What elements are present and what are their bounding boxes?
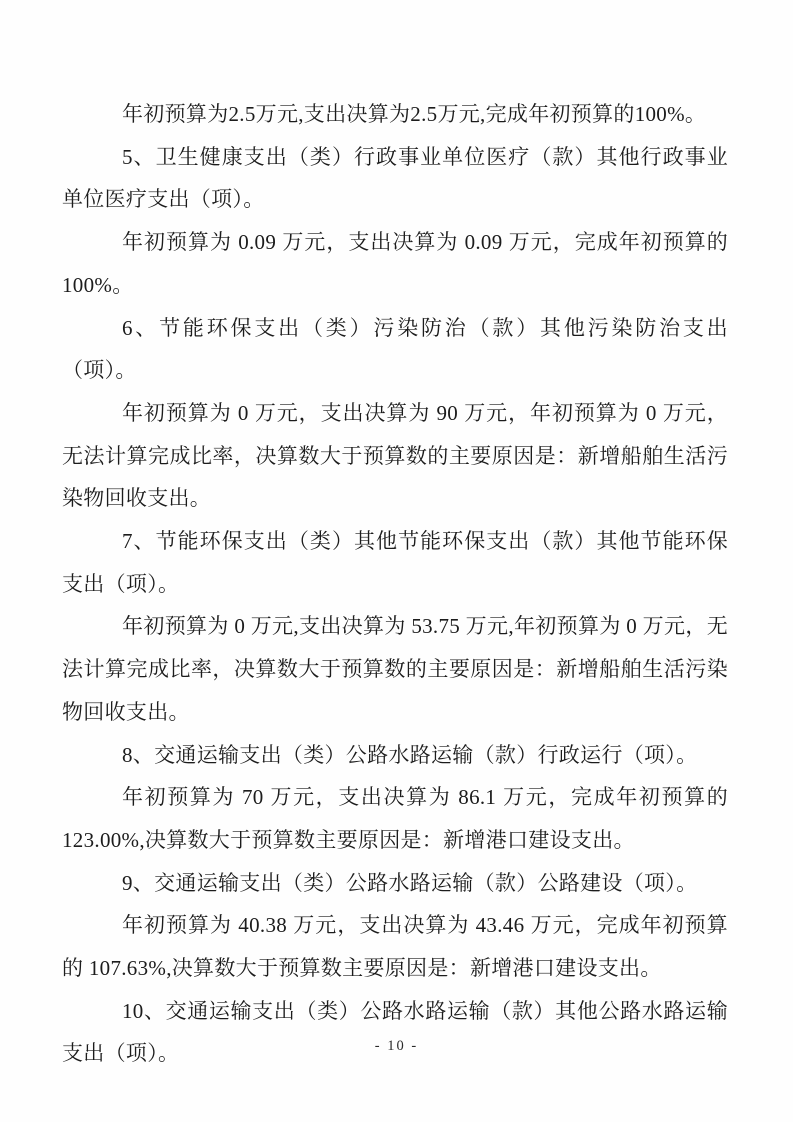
page-number: - 10 - xyxy=(374,1038,419,1054)
paragraph-item7-figures: 年初预算为 0 万元,支出决算为 53.75 万元,年初预算为 0 万元，无法计算完成比率，决算数大于预算数的主要原因是：新增船舶生活污染物回收支出。 xyxy=(62,614,728,724)
paragraph-item6-figures: 年初预算为 0 万元，支出决算为 90 万元，年初预算为 0 万元，无法计算完成比率，决算数大于预算数的主要原因是：新增船舶生活污染物回收支出。 xyxy=(62,400,728,511)
paragraph-budget-item4-figures: 年初预算为2.5万元,支出决算为2.5万元,完成年初预算的100%。 xyxy=(122,102,707,126)
paragraph-item5-heading: 5、卫生健康支出（类）行政事业单位医疗（款）其他行政事业单位医疗支出（项）。 xyxy=(62,144,728,212)
paragraph-item7-heading: 7、节能环保支出（类）其他节能环保支出（款）其他节能环保支出（项）。 xyxy=(62,529,728,596)
document-body-text xyxy=(62,93,728,1075)
paragraph-item5-figures: 年初预算为 0.09 万元，支出决算为 0.09 万元，完成年初预算的100%。 xyxy=(62,230,728,297)
paragraph-item6-heading: 6、节能环保支出（类）污染防治（款）其他污染防治支出（项）。 xyxy=(62,315,728,383)
paragraph-item9-figures: 年初预算为 40.38 万元，支出决算为 43.46 万元，完成年初预算的 107.63%,决算数大于预算数主要原因是：新增港口建设支出。 xyxy=(62,913,728,981)
paragraph-item9-heading: 9、交通运输支出（类）公路水路运输（款）公路建设（项）。 xyxy=(122,870,698,895)
paragraph-item10-heading: 10、交通运输支出（类）公路水路运输（款）其他公路水路运输支出（项）。 xyxy=(62,998,728,1066)
paragraph-item8-figures: 年初预算为 70 万元，支出决算为 86.1 万元，完成年初预算的123.00%,决算数大于预算数主要原因是：新增港口建设支出。 xyxy=(62,785,728,852)
paragraph-item8-heading: 8、交通运输支出（类）公路水路运输（款）行政运行（项）。 xyxy=(122,742,698,767)
